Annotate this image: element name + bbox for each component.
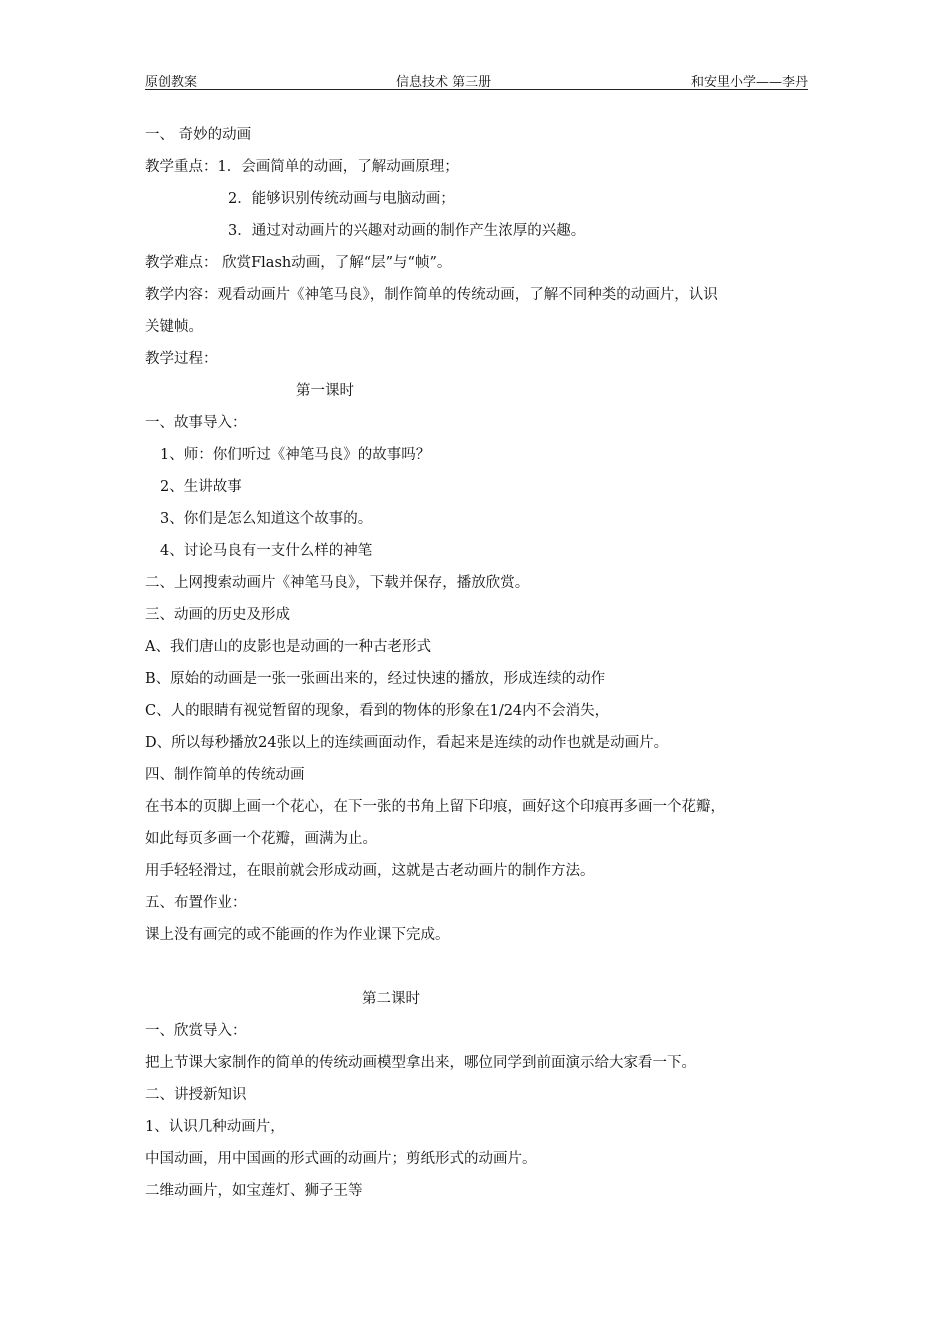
lesson-2-heading: 第二课时: [362, 991, 420, 1007]
step-3-heading: 三、动画的历史及形成: [145, 607, 290, 623]
step-1-heading: 一、故事导入：: [145, 415, 247, 431]
history-item-b: B、原始的动画是一张一张画出来的，经过快速的播放，形成连续的动作: [145, 671, 606, 687]
step-5-heading: 五、布置作业：: [145, 895, 247, 911]
paragraph-line: 把上节课大家制作的简单的传统动画模型拿出来，哪位同学到前面演示给大家看一下。: [145, 1055, 696, 1071]
history-item-a: A、我们唐山的皮影也是动画的一种古老形式: [145, 639, 431, 655]
process-label: 教学过程：: [145, 351, 218, 367]
section-title: 一、 奇妙的动画: [145, 127, 252, 143]
step-1-heading: 一、欣赏导入：: [145, 1023, 247, 1039]
list-item: 2、生讲故事: [160, 479, 242, 495]
list-item: 3、你们是怎么知道这个故事的。: [160, 511, 373, 527]
history-item-d: D、所以每秒播放24张以上的连续画面动作，看起来是连续的动作也就是动画片。: [145, 735, 669, 751]
key-point-3: 3．通过对动画片的兴趣对动画的制作产生浓厚的兴趣。: [228, 223, 586, 239]
history-item-c: C、人的眼睛有视觉暂留的现象，看到的物体的形象在1/24内不会消失，: [145, 703, 610, 719]
paragraph-line: 在书本的页脚上画一个花心，在下一张的书角上留下印痕，画好这个印痕再多画一个花瓣，: [145, 799, 725, 815]
step-4-heading: 四、制作简单的传统动画: [145, 767, 305, 783]
header-center-text: 信息技术 第三册: [396, 75, 492, 90]
paragraph-line: 中国动画，用中国画的形式画的动画片；剪纸形式的动画片。: [145, 1151, 537, 1167]
list-item: 1、师：你们听过《神笔马良》的故事吗？: [160, 447, 431, 463]
paragraph-line: 1、认识几种动画片，: [145, 1119, 285, 1135]
paragraph-line: 二维动画片，如宝莲灯、狮子王等: [145, 1183, 363, 1199]
header-left-text: 原创教案: [145, 75, 198, 90]
key-point-1: 教学重点：1．会画简单的动画，了解动画原理；: [145, 159, 459, 175]
list-item: 4、讨论马良有一支什么样的神笔: [160, 543, 373, 559]
page-header: [145, 71, 808, 90]
step-2-heading: 二、讲授新知识: [145, 1087, 247, 1103]
paragraph-line: 用手轻轻滑过，在眼前就会形成动画，这就是古老动画片的制作方法。: [145, 863, 595, 879]
difficulty: 教学难点： 欣赏Flash动画，了解“层”与“帧”。: [145, 255, 452, 271]
step-2-heading: 二、上网搜索动画片《神笔马良》，下载并保存，播放欣赏。: [145, 575, 530, 591]
paragraph-line: 如此每页多画一个花瓣，画满为止。: [145, 831, 377, 847]
content-line-1: 教学内容：观看动画片《神笔马良》，制作简单的传统动画，了解不同种类的动画片，认识: [145, 287, 718, 303]
content-line-2: 关键帧。: [145, 319, 203, 335]
header-right-text: 和安里小学——李丹: [690, 75, 808, 90]
paragraph-line: 课上没有画完的或不能画的作为作业课下完成。: [145, 927, 450, 943]
key-point-2: 2．能够识别传统动画与电脑动画；: [228, 191, 455, 207]
lesson-1-heading: 第一课时: [296, 383, 354, 399]
